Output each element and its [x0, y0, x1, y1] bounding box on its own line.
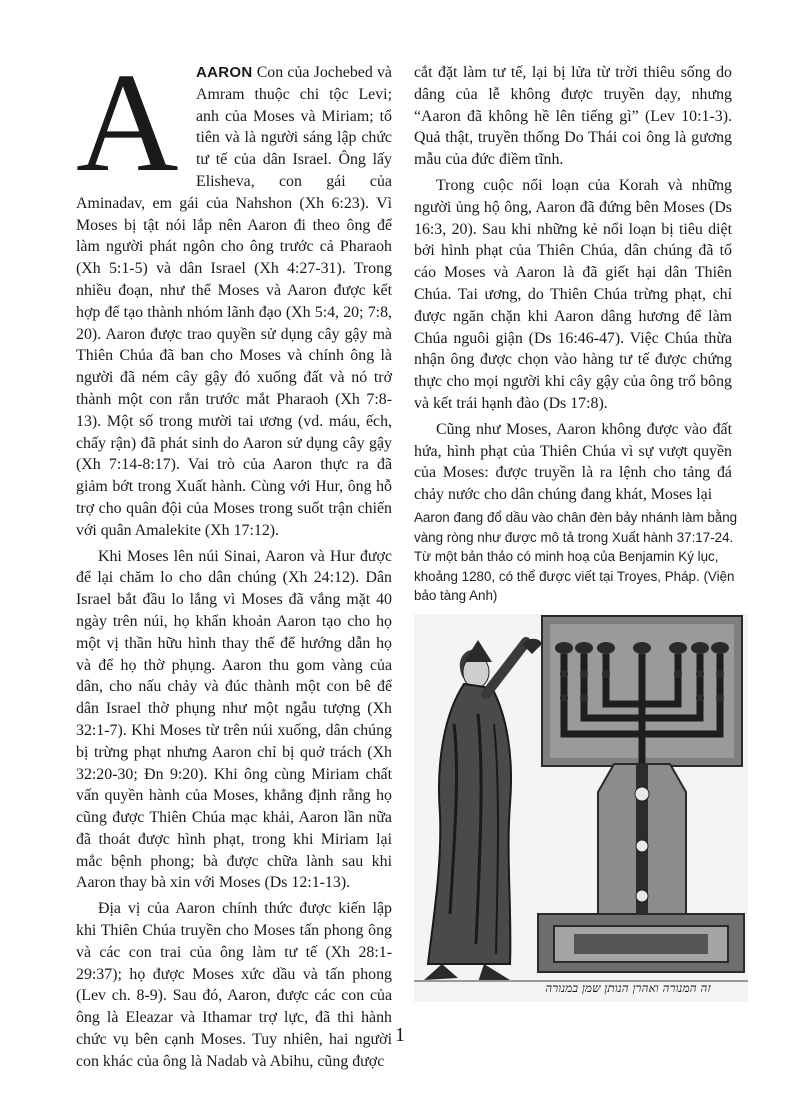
paragraph-sinai: Khi Moses lên núi Sinai, Aaron và Hur được để lại chăm lo cho dân chúng (Xh 24:12). Dân Israel bắt đầu lo lắng vì Moses đã vắng mặt 40 ngày trên núi, họ khẩn khoản Aaron tạo cho họ một vị thần hữu hình thay thế để hướng dẫn họ và để họ thờ phụng. Aaron thu gom vàng của dân, cho nấu chảy và đúc thành một con bê để dân Israel thờ phụng như một ngẫu tượng (Xh 32:1-7). Khi Moses từ trên núi xuống, dân chúng bị trừng phạt nhưng Aaron chỉ bị quở trách (Xh 32:20-30; Đn 9:20). Khi ông cùng Miriam chất vấn quyền hành của Moses, khẳng định rằng họ cũng được Thiên Chúa mạc khải, Aaron lần nữa đã thoát được hình phạt, trong khi Miriam lại mắc bệnh phong; bà được chữa lành sau khi Aaron thay bà xin với Moses (Ds 12:1-13).	[76, 547, 392, 892]
menorah-illustration-image	[414, 614, 748, 1002]
entry-headword: AARON	[196, 64, 253, 81]
paragraph-priesthood: Địa vị của Aaron chính thức được kiến lập khi Thiên Chúa truyền cho Moses tấn phong ông và các con trai của ông làm tư tế (Xh 28:1-29:37); họ được Moses xức dầu và tấn phong (Lev ch. 8-9). Sau đó, Aaron, được các con của ông là Eleazar và Ithamar trợ lực, đã thi hành chức vụ bên cạnh Moses. Tuy nhiên, hai người con khác của ông là Nadab và Abihu, cũng được	[76, 900, 392, 1070]
manuscript-illustration	[414, 614, 748, 1002]
drop-cap-letter: A	[76, 43, 179, 201]
left-column	[76, 43, 392, 1073]
paragraph-promised-land: Cũng như Moses, Aaron không được vào đất hứa, hình phạt của Thiên Chúa vì sự vượt quyền của Moses: được truyền là ra lệnh cho tảng đá chảy nước cho dân chúng đang khát, Moses lại	[414, 420, 732, 504]
entry-intro-text: Con của Jochebed và Amram thuộc chi tộc Levi; anh của Moses và Miriam; tổ tiên và là người sáng lập chức tư tế của dân Israel. Ông lấy Elisheva, con gái của Aminadav, em gái của Nahshon (Xh 6:23). Vì Moses bị tật nói lắp nên Aaron đi theo ông để làm người phát ngôn cho ông trước cả Pharaoh (Xh 5:1-5) và dân Israel (Xh 4:27-31). Trong nhiều đoạn, như thể Moses và Aaron được kết hợp để tạo thành nhóm lãnh đạo (Xh 5:4, 20; 7:8, 20). Aaron được trao quyền sử dụng cây gậy mà Thiên Chúa đã ban cho Moses và chính ông là người đã ném cây gậy đó xuống đất và nó trở thành một con rắn trước mắt Pharaoh (Xh 7:8-13). Một số trong mười tai ương (vd. máu, ếch, chấy rận) đã phát sinh do Aaron sử dụng cây gậy (Xh 7:14-8:17). Vai trò của Aaron thực ra đã giảm bớt trong Xuất hành. Cùng với Hur, ông hỗ trợ cho quân đội của Moses trong suốt trận chiến với quân Amalekite (Xh 17:12).	[76, 64, 392, 539]
page-number: 1	[395, 1024, 405, 1046]
paragraph-continuation: cắt đặt làm tư tế, lại bị lửa từ trời thiêu sống do dâng của lễ không được truyền dạy, nhưng “Aaron đã không hề lên tiếng gì” (Lev 10:1-3). Quả thật, truyền thống Do Thái coi ông là gương mẫu của đức điềm tĩnh.	[414, 64, 732, 169]
hebrew-inscription: זה המנורה ואהרן הנותן שמן במנורה	[545, 981, 711, 995]
right-column	[414, 62, 732, 506]
entry-intro-paragraph	[76, 43, 392, 542]
paragraph-korah: Trong cuộc nổi loạn của Korah và những người ủng hộ ông, Aaron đã đứng bên Moses (Ds 16:3, 20). Sau khi những kẻ nổi loạn bị tiêu diệt bởi hình phạt của Thiên Chúa, dân chúng đã tố cáo Moses và Aaron là đã giết hại dân Thiên Chúa. Tai ương, do Thiên Chúa trừng phạt, chỉ được ngăn chặn khi Aaron dâng hương để làm Chúa nguôi giận (Ds 16:46-47). Việc Chúa thừa nhận ông được chọn vào hàng tư tế được chứng thực cho mọi người khi cây gậy của ông trổ bông và kết trái hạnh đào (Ds 17:8).	[414, 176, 732, 412]
figure-caption: Aaron đang đổ dầu vào chân đèn bảy nhánh làm bằng vàng ròng như được mô tả trong Xuất hành 37:17-24. Từ một bản thảo có minh hoạ của Benjamin Ký lục, khoảng 1280, có thể được viết tại Troyes, Pháp. (Viện bảo tàng Anh)	[414, 510, 738, 603]
